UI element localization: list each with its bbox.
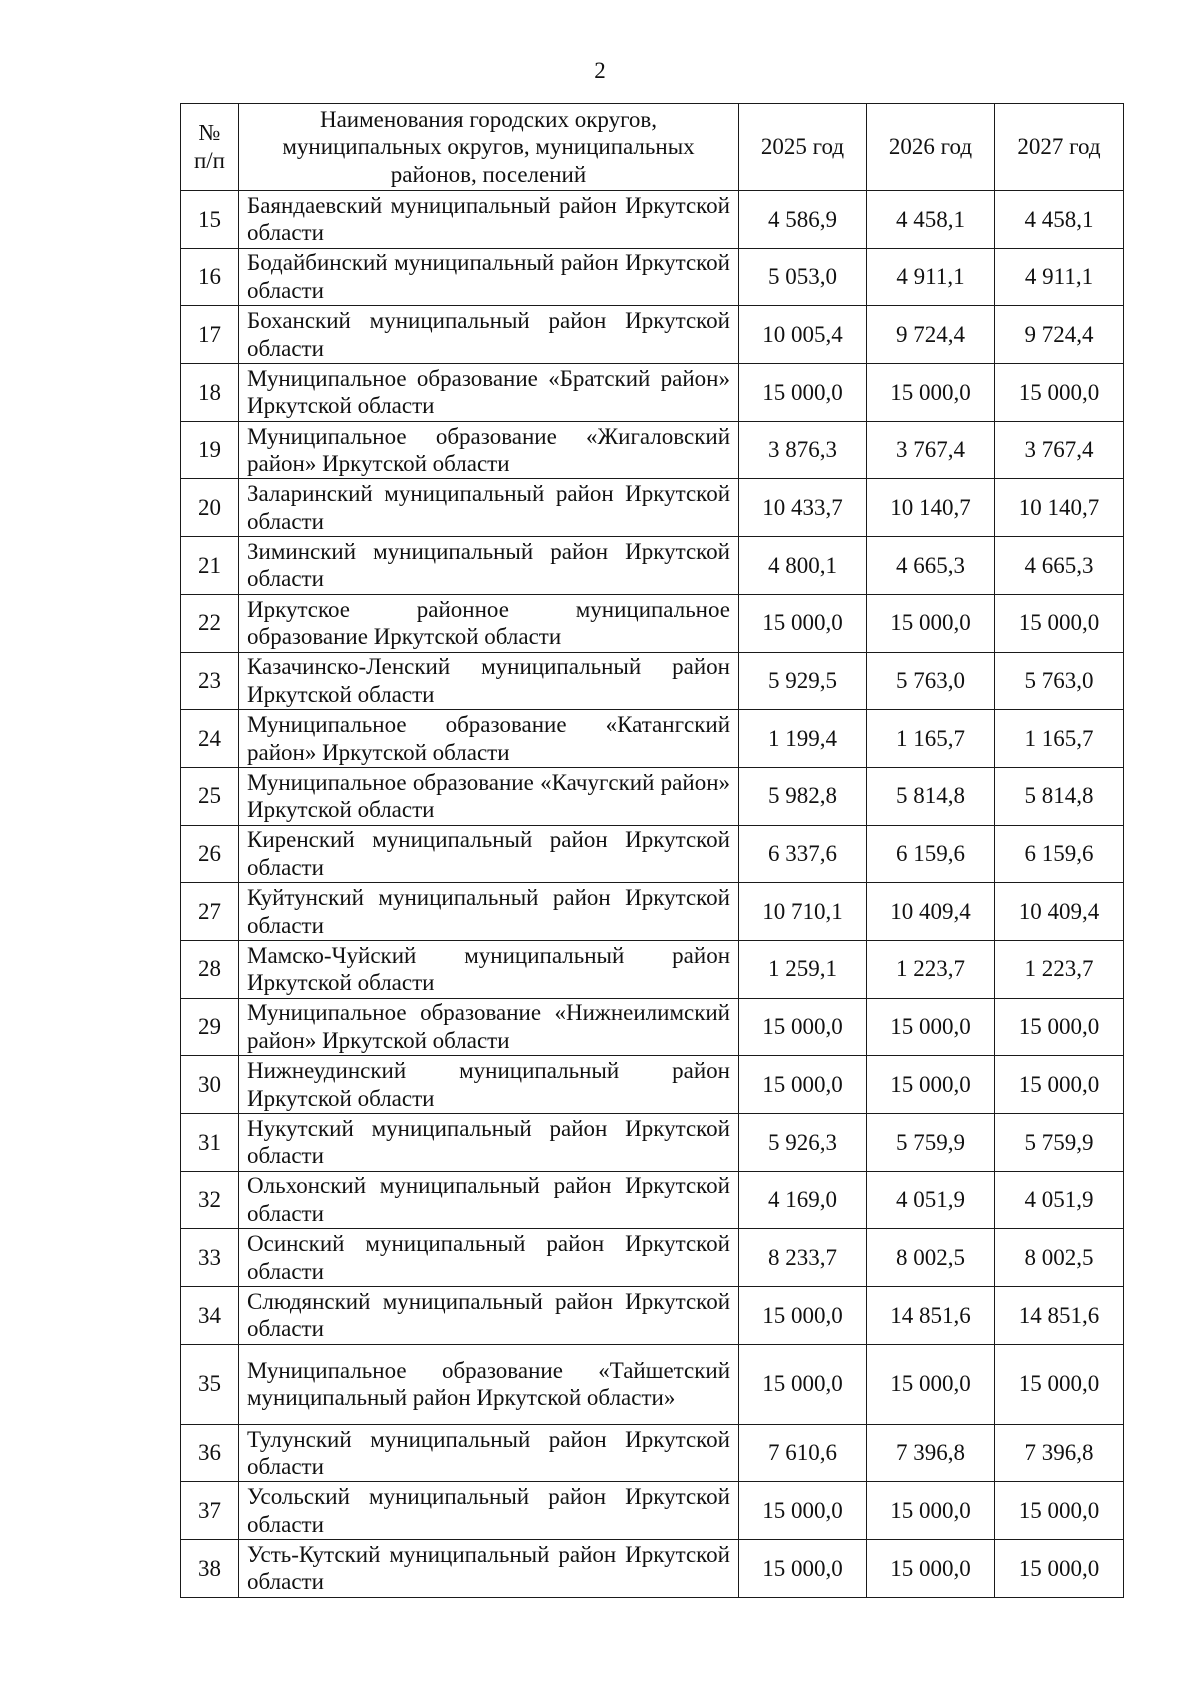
- value-2027: 3 767,4: [995, 421, 1124, 479]
- value-2025: 3 876,3: [739, 421, 867, 479]
- row-number: 27: [181, 883, 239, 941]
- value-2027: 15 000,0: [995, 1344, 1124, 1424]
- value-2027: 15 000,0: [995, 594, 1124, 652]
- municipality-name: Муниципальное образование «Катангский район» Иркутской области: [239, 710, 739, 768]
- table-row: [181, 883, 1124, 941]
- value-2025: 1 199,4: [739, 710, 867, 768]
- value-2027: 4 665,3: [995, 537, 1124, 595]
- row-number: 30: [181, 1056, 239, 1114]
- table-row: [181, 421, 1124, 479]
- value-2027: 7 396,8: [995, 1424, 1124, 1482]
- value-2027: 15 000,0: [995, 998, 1124, 1056]
- row-number: 33: [181, 1229, 239, 1287]
- value-2026: 1 165,7: [867, 710, 995, 768]
- municipality-name: Баяндаевский муниципальный район Иркутской области: [239, 191, 739, 249]
- value-2025: 15 000,0: [739, 1056, 867, 1114]
- value-2025: 1 259,1: [739, 940, 867, 998]
- value-2025: 10 433,7: [739, 479, 867, 537]
- table-row: [181, 1344, 1124, 1424]
- value-2025: 15 000,0: [739, 1287, 867, 1345]
- row-number: 23: [181, 652, 239, 710]
- value-2026: 15 000,0: [867, 1540, 995, 1598]
- value-2027: 6 159,6: [995, 825, 1124, 883]
- value-2026: 4 051,9: [867, 1171, 995, 1229]
- value-2027: 10 409,4: [995, 883, 1124, 941]
- value-2025: 15 000,0: [739, 1344, 867, 1424]
- value-2027: 1 165,7: [995, 710, 1124, 768]
- table-row: [181, 306, 1124, 364]
- row-number: 37: [181, 1482, 239, 1540]
- value-2027: 14 851,6: [995, 1287, 1124, 1345]
- row-number: 38: [181, 1540, 239, 1598]
- value-2025: 4 169,0: [739, 1171, 867, 1229]
- municipality-name: Заларинский муниципальный район Иркутской области: [239, 479, 739, 537]
- table-row: [181, 825, 1124, 883]
- value-2027: 15 000,0: [995, 1482, 1124, 1540]
- value-2027: 4 458,1: [995, 191, 1124, 249]
- table-row: [181, 594, 1124, 652]
- header-row: [181, 104, 1124, 191]
- value-2027: 8 002,5: [995, 1229, 1124, 1287]
- header-2026: 2026 год: [867, 104, 995, 191]
- value-2025: 4 800,1: [739, 537, 867, 595]
- municipality-name: Нижнеудинский муниципальный район Иркутской области: [239, 1056, 739, 1114]
- municipality-name: Муниципальное образование «Качугский район» Иркутской области: [239, 767, 739, 825]
- row-number: 28: [181, 940, 239, 998]
- municipality-name: Муниципальное образование «Тайшетский муниципальный район Иркутской области»: [239, 1344, 739, 1424]
- value-2025: 10 005,4: [739, 306, 867, 364]
- row-number: 32: [181, 1171, 239, 1229]
- row-number: 16: [181, 248, 239, 306]
- value-2026: 15 000,0: [867, 594, 995, 652]
- value-2026: 9 724,4: [867, 306, 995, 364]
- value-2026: 5 763,0: [867, 652, 995, 710]
- value-2027: 15 000,0: [995, 1056, 1124, 1114]
- row-number: 18: [181, 364, 239, 422]
- table-header: [181, 104, 1124, 191]
- value-2025: 4 586,9: [739, 191, 867, 249]
- page-number: 2: [594, 58, 606, 83]
- row-number: 19: [181, 421, 239, 479]
- municipality-name: Усть-Кутский муниципальный район Иркутской области: [239, 1540, 739, 1598]
- row-number: 25: [181, 767, 239, 825]
- value-2026: 8 002,5: [867, 1229, 995, 1287]
- value-2025: 6 337,6: [739, 825, 867, 883]
- value-2026: 7 396,8: [867, 1424, 995, 1482]
- value-2027: 4 051,9: [995, 1171, 1124, 1229]
- row-number: 34: [181, 1287, 239, 1345]
- value-2025: 5 053,0: [739, 248, 867, 306]
- table-row: [181, 1482, 1124, 1540]
- value-2025: 15 000,0: [739, 594, 867, 652]
- table-row: [181, 1287, 1124, 1345]
- municipality-name: Казачинско-Ленский муниципальный район Иркутской области: [239, 652, 739, 710]
- header-2027: 2027 год: [995, 104, 1124, 191]
- row-number: 26: [181, 825, 239, 883]
- value-2026: 10 140,7: [867, 479, 995, 537]
- table-body: [181, 191, 1124, 1598]
- municipality-name: Бодайбинский муниципальный район Иркутской области: [239, 248, 739, 306]
- row-number: 36: [181, 1424, 239, 1482]
- value-2026: 10 409,4: [867, 883, 995, 941]
- value-2025: 8 233,7: [739, 1229, 867, 1287]
- value-2026: 6 159,6: [867, 825, 995, 883]
- value-2025: 15 000,0: [739, 1482, 867, 1540]
- value-2025: 5 926,3: [739, 1114, 867, 1172]
- table-row: [181, 1424, 1124, 1482]
- municipality-name: Куйтунский муниципальный район Иркутской области: [239, 883, 739, 941]
- municipality-name: Иркутское районное муниципальное образование Иркутской области: [239, 594, 739, 652]
- value-2025: 5 982,8: [739, 767, 867, 825]
- row-number: 24: [181, 710, 239, 768]
- value-2025: 15 000,0: [739, 998, 867, 1056]
- row-number: 35: [181, 1344, 239, 1424]
- value-2027: 15 000,0: [995, 364, 1124, 422]
- value-2025: 5 929,5: [739, 652, 867, 710]
- value-2027: 5 763,0: [995, 652, 1124, 710]
- value-2027: 10 140,7: [995, 479, 1124, 537]
- value-2027: 5 814,8: [995, 767, 1124, 825]
- header-num: № п/п: [181, 104, 239, 191]
- municipality-name: Слюдянский муниципальный район Иркутской области: [239, 1287, 739, 1345]
- row-number: 29: [181, 998, 239, 1056]
- table-row: [181, 998, 1124, 1056]
- municipality-name: Муниципальное образование «Братский район» Иркутской области: [239, 364, 739, 422]
- table-row: [181, 191, 1124, 249]
- value-2025: 10 710,1: [739, 883, 867, 941]
- table-row: [181, 940, 1124, 998]
- value-2026: 15 000,0: [867, 998, 995, 1056]
- value-2026: 5 759,9: [867, 1114, 995, 1172]
- row-number: 20: [181, 479, 239, 537]
- table-row: [181, 537, 1124, 595]
- value-2025: 7 610,6: [739, 1424, 867, 1482]
- value-2027: 4 911,1: [995, 248, 1124, 306]
- value-2026: 15 000,0: [867, 364, 995, 422]
- value-2026: 4 458,1: [867, 191, 995, 249]
- table-row: [181, 1540, 1124, 1598]
- row-number: 15: [181, 191, 239, 249]
- municipality-name: Боханский муниципальный район Иркутской области: [239, 306, 739, 364]
- value-2026: 5 814,8: [867, 767, 995, 825]
- value-2027: 1 223,7: [995, 940, 1124, 998]
- value-2026: 15 000,0: [867, 1056, 995, 1114]
- row-number: 31: [181, 1114, 239, 1172]
- table-row: [181, 652, 1124, 710]
- header-2025: 2025 год: [739, 104, 867, 191]
- table-row: [181, 710, 1124, 768]
- municipality-name: Мамско-Чуйский муниципальный район Иркутской области: [239, 940, 739, 998]
- municipality-name: Киренский муниципальный район Иркутской области: [239, 825, 739, 883]
- value-2025: 15 000,0: [739, 364, 867, 422]
- municipality-name: Муниципальное образование «Нижнеилимский район» Иркутской области: [239, 998, 739, 1056]
- value-2026: 3 767,4: [867, 421, 995, 479]
- value-2027: 9 724,4: [995, 306, 1124, 364]
- table-row: [181, 1229, 1124, 1287]
- municipality-name: Усольский муниципальный район Иркутской области: [239, 1482, 739, 1540]
- value-2026: 4 911,1: [867, 248, 995, 306]
- row-number: 22: [181, 594, 239, 652]
- municipality-name: Нукутский муниципальный район Иркутской области: [239, 1114, 739, 1172]
- table-row: [181, 1114, 1124, 1172]
- value-2026: 15 000,0: [867, 1344, 995, 1424]
- value-2026: 15 000,0: [867, 1482, 995, 1540]
- value-2026: 4 665,3: [867, 537, 995, 595]
- value-2027: 5 759,9: [995, 1114, 1124, 1172]
- municipality-name: Зиминский муниципальный район Иркутской области: [239, 537, 739, 595]
- value-2027: 15 000,0: [995, 1540, 1124, 1598]
- table-row: [181, 1171, 1124, 1229]
- municipality-name: Тулунский муниципальный район Иркутской области: [239, 1424, 739, 1482]
- value-2026: 1 223,7: [867, 940, 995, 998]
- row-number: 21: [181, 537, 239, 595]
- header-name: Наименования городских округов, муниципальных округов, муниципальных районов, поселений: [239, 104, 739, 191]
- budget-table: [180, 103, 1124, 1598]
- value-2026: 14 851,6: [867, 1287, 995, 1345]
- table-row: [181, 248, 1124, 306]
- value-2025: 15 000,0: [739, 1540, 867, 1598]
- municipality-name: Муниципальное образование «Жигаловский район» Иркутской области: [239, 421, 739, 479]
- table-row: [181, 767, 1124, 825]
- table-row: [181, 479, 1124, 537]
- municipality-name: Ольхонский муниципальный район Иркутской области: [239, 1171, 739, 1229]
- table-row: [181, 1056, 1124, 1114]
- municipality-name: Осинский муниципальный район Иркутской области: [239, 1229, 739, 1287]
- table-row: [181, 364, 1124, 422]
- row-number: 17: [181, 306, 239, 364]
